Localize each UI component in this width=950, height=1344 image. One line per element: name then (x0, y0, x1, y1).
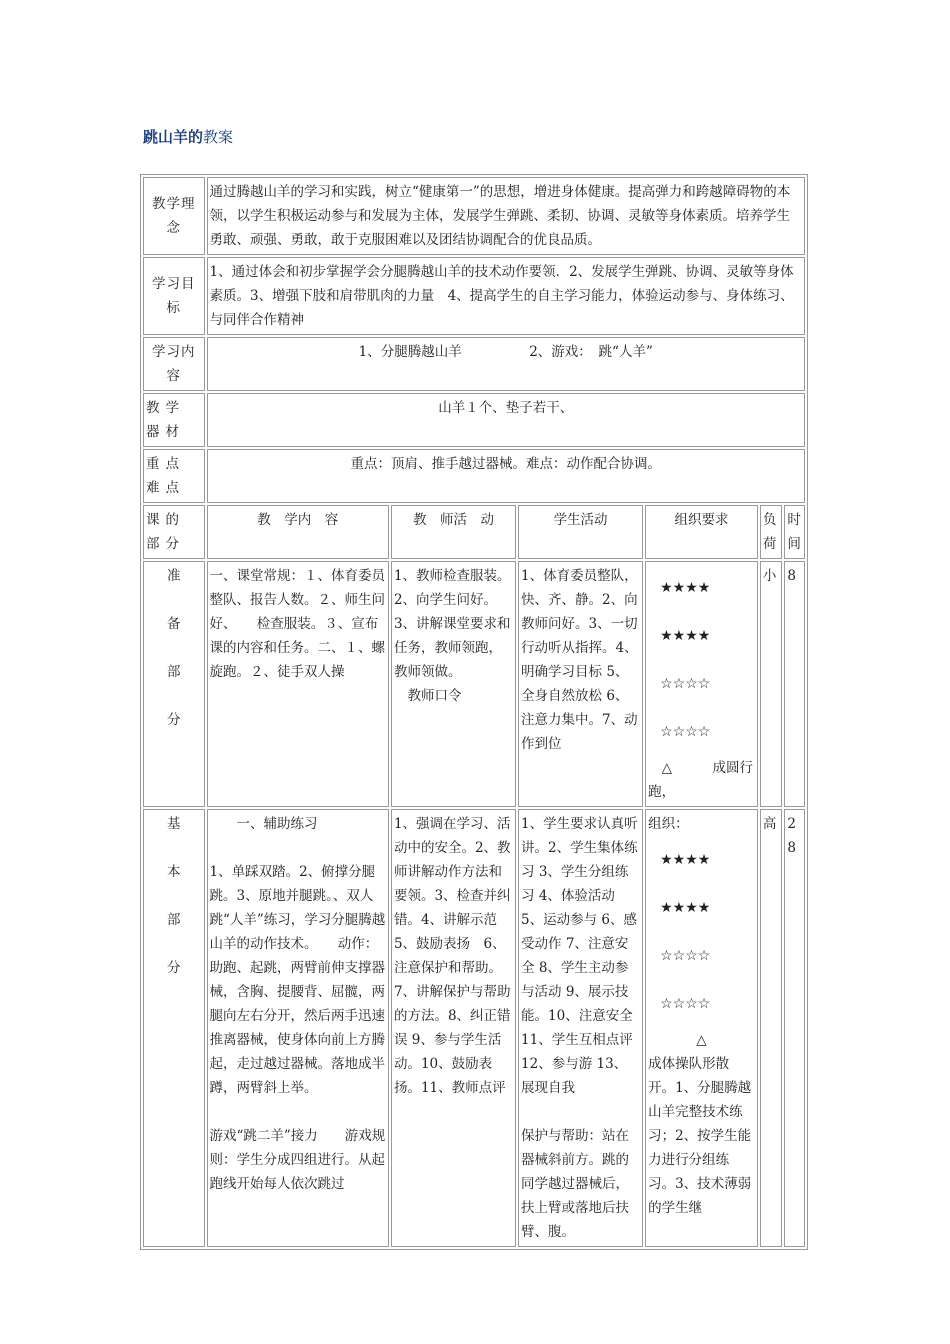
basic-org-head: 组织： (648, 816, 689, 832)
prep-org (645, 561, 758, 807)
basic-org-row-1: ★★★★ (660, 852, 711, 868)
basic-teacher: 1、强调在学习、活动中的安全。2、教师讲解动作方法和要领。3、检查并纠错。4、讲解示范 5、鼓励表扬 6、注意保护和帮助。7、讲解保护与帮助的方法。8、纠正错误 9、参与学生活动。10、鼓励表扬。11、教师点评 (391, 809, 516, 1247)
basic-org-row-4: ☆☆☆☆ (660, 996, 711, 1012)
prep-label: 准 备 部 分 (143, 561, 205, 807)
row-concept (143, 177, 805, 255)
basic-org-row-2: ★★★★ (660, 900, 711, 916)
prep-teacher: 1、教师检查服装。2、向学生问好。3、讲解课堂要求和任务，教师领跑，教师领做。 教师口令 (391, 561, 516, 807)
prep-org-row-1: ★★★★ (660, 580, 711, 596)
row-goal (143, 257, 805, 335)
prep-org-note: △ 成圆行跑， (648, 760, 753, 800)
goal-label: 学习目标 (143, 257, 205, 335)
basic-org (645, 809, 758, 1247)
title-rest: 教案 (203, 128, 234, 146)
prep-student: 1、体育委员整队，快、齐、静。2、向教师问好。3、一切行动听从指挥。4、明确学习目标 5、全身自然放松 6、注意力集中。7、动作到位 (518, 561, 643, 807)
equipment-label: 教学器材 (143, 393, 205, 447)
header-teach-content: 教 学内 容 (207, 505, 389, 559)
prep-time: 8 (784, 561, 805, 807)
key-points-label: 重点难点 (143, 449, 205, 503)
basic-time: 28 (784, 809, 805, 1247)
lesson-plan-table (140, 174, 808, 1250)
content-text: 1、分腿腾越山羊 2、游戏： 跳“人羊” (207, 337, 806, 391)
basic-student: 1、学生要求认真听讲。2、学生集体练习 3、学生分组练习 4、体验活动 5、运动参与 6、感受动作 7、注意安全 8、学生主动参与活动 9、展示技能。10、注意安全 11、学生互相点评 12、参与游 13、展现自我 保护与帮助：站在器械斜前方。跳的同学越过器械后，扶上臂或落地后扶臂、腹。 (518, 809, 643, 1247)
basic-org-triangle: △ (696, 1032, 707, 1048)
title-bold: 跳山羊的 (143, 128, 204, 146)
header-student: 学生活动 (518, 505, 643, 559)
basic-content: 一、辅助练习 1、单踩双踏。2、俯撑分腿跳。3、原地并腿跳。、双人跳“人羊”练习，学习分腿腾越山羊的动作技术。 动作：助跑、起跳，两臂前伸支撑器械，含胸、提腰背、屈髋，两腿向左右分开，然后两手迅速推离器械，使身体向前上方腾起，走过越过器械。落地成半蹲，两臂斜上举。 游戏“跳二羊”接力 游戏规则：学生分成四组进行。从起跑线开始每人依次跳过 (207, 809, 389, 1247)
basic-org-row-3: ☆☆☆☆ (660, 948, 711, 964)
goal-text: 1、通过体会和初步掌握学会分腿腾越山羊的技术动作要领．2、发展学生弹跳、协调、灵敏等身体素质。3、增强下肢和肩带肌肉的力量 4、提高学生的自主学习能力，体验运动参与、身体练习、与同伴合作精神 (207, 257, 806, 335)
header-load: 负荷 (760, 505, 783, 559)
row-key-points (143, 449, 805, 503)
key-points-text: 重点：顶肩、推手越过器械。难点：动作配合协调。 (207, 449, 806, 503)
page-title (143, 126, 233, 147)
concept-text: 通过腾越山羊的学习和实践，树立“健康第一”的思想，增进身体健康。提高弹力和跨越障碍物的本领，以学生积极运动参与和发展为主体，发展学生弹跳、柔韧、协调、灵敏等身体素质。培养学生勇敢、顽强、勇敢，敢于克服困难以及团结协调配合的优良品质。 (207, 177, 806, 255)
prep-org-row-2: ★★★★ (660, 628, 711, 644)
header-row (143, 505, 805, 559)
row-basic (143, 809, 805, 1247)
prep-content: 一、课堂常规：１、体育委员整队、报告人数。２、师生问好、 检查服装。３、宣布课的内容和任务。二、１、螺旋跑。２、徒手双人操 (207, 561, 389, 807)
content-label: 学习内容 (143, 337, 205, 391)
basic-org-note: 成体操队形散开。1、分腿腾越山羊完整技术练习；2、按学生能力进行分组练习。3、技术薄弱的学生继 (648, 1056, 752, 1216)
concept-label: 教学理念 (143, 177, 205, 255)
equipment-text: 山羊１个、垫子若干、 (207, 393, 806, 447)
header-org: 组织要求 (645, 505, 758, 559)
header-part: 课的部分 (143, 505, 205, 559)
header-time: 时间 (784, 505, 805, 559)
header-teacher: 教 师活 动 (391, 505, 516, 559)
prep-load: 小 (760, 561, 783, 807)
prep-org-row-3: ☆☆☆☆ (660, 676, 711, 692)
row-content (143, 337, 805, 391)
row-prep (143, 561, 805, 807)
basic-load: 高 (760, 809, 783, 1247)
prep-org-row-4: ☆☆☆☆ (660, 724, 711, 740)
basic-label: 基 本 部 分 (143, 809, 205, 1247)
row-equipment (143, 393, 805, 447)
